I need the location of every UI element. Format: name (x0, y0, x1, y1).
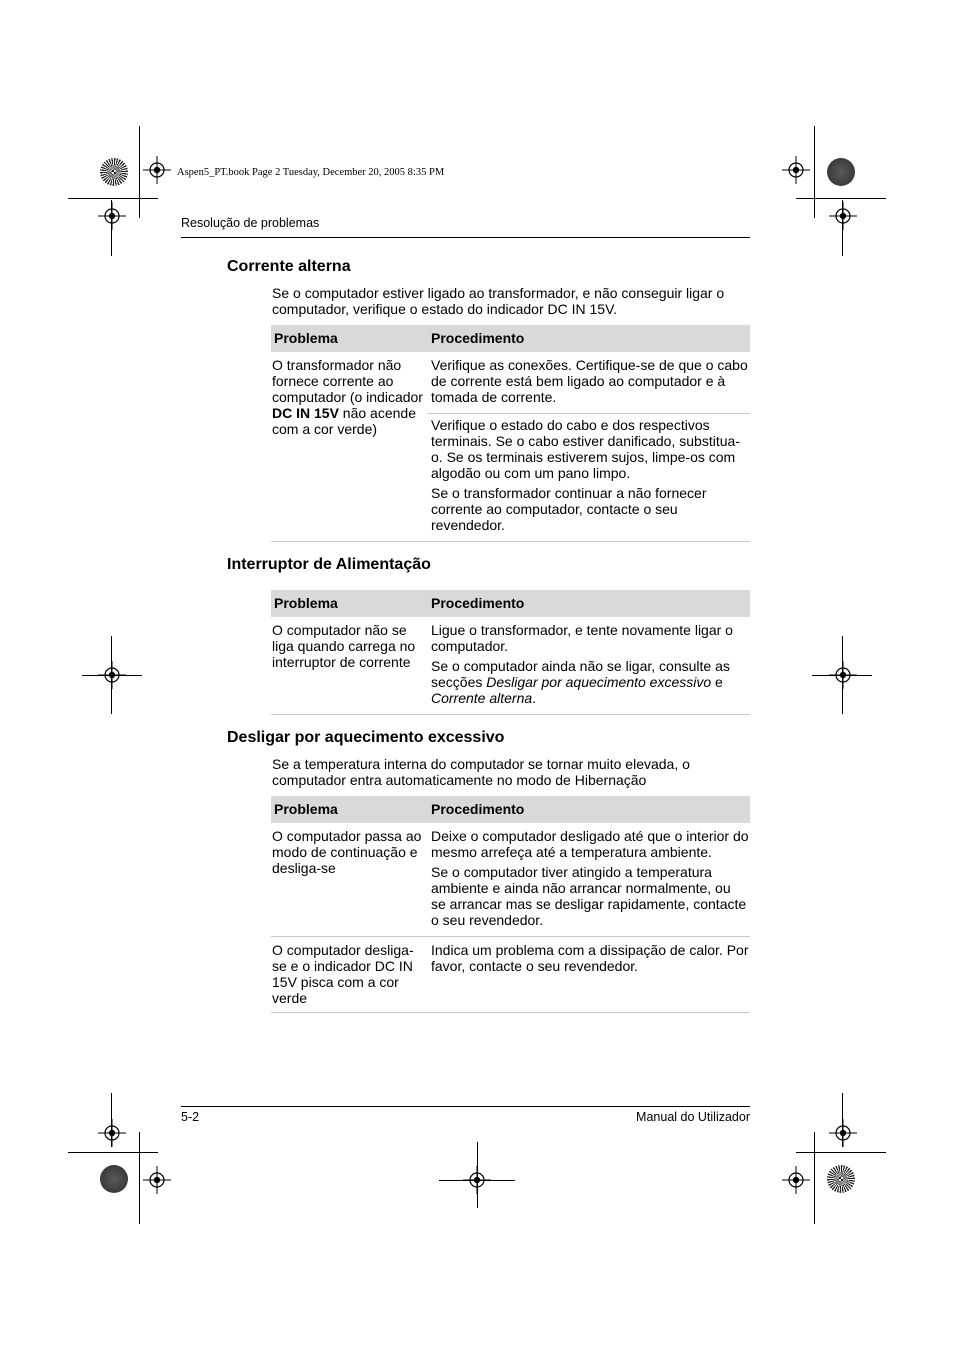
table-row (271, 823, 750, 937)
crop-line (814, 126, 815, 218)
crop-line (842, 636, 843, 714)
crop-line (139, 1132, 140, 1224)
calibration-disc-icon (827, 158, 855, 186)
problem-cell: O computador não se liga quando carrega no interruptor de corrente (271, 617, 427, 715)
page-number: 5-2 (181, 1110, 200, 1124)
section-title: Corrente alterna (227, 258, 351, 275)
procedure-cell (427, 937, 750, 1013)
procedure-text: Se o computador tiver atingido a temperatura ambiente e ainda não arrancar normalmente, ou se arrancar mas se desligar rapidamente, contacte o seu revendedor. (431, 864, 747, 928)
registration-mark-icon (829, 1119, 857, 1147)
section-intro: Se a temperatura interna do computador se tornar muito elevada, o computador entra automaticamente no modo de Hibernação (272, 756, 690, 788)
table-row (271, 352, 750, 414)
problem-cell: O transformador não fornece corrente ao computador (o indicador DC IN 15V não acende com a cor verde) (271, 352, 427, 542)
troubleshooting-table (271, 796, 750, 1013)
procedure-cell (427, 823, 750, 937)
calibration-disc-icon (827, 1165, 855, 1193)
problem-cell: O computador desliga-se e o indicador DC IN 15V pisca com a cor verde (271, 937, 427, 1013)
crop-line (814, 1132, 815, 1224)
table-row (271, 937, 750, 1013)
header-rule (181, 237, 750, 238)
procedure-text: Verifique as conexões. Certifique-se de que o cabo de corrente está bem ligado ao computador e à tomada de corrente. (431, 357, 748, 405)
procedure-cell (427, 414, 750, 542)
running-head: Resolução de problemas (181, 216, 320, 230)
calibration-disc-icon (100, 158, 128, 186)
calibration-disc-icon (100, 1165, 128, 1193)
procedure-cell (427, 617, 750, 715)
table-header-row (271, 325, 750, 352)
procedure-text: Indica um problema com a dissipação de calor. Por favor, contacte o seu revendedor. (431, 942, 749, 974)
crop-line (139, 126, 140, 218)
crop-line (842, 200, 843, 256)
table-header-row (271, 590, 750, 617)
registration-mark-icon (98, 1119, 126, 1147)
column-header-problem: Problema (271, 796, 427, 823)
registration-mark-icon (782, 156, 810, 184)
procedure-text: Verifique o estado do cabo e dos respectivos terminais. Se o cabo estiver danificado, substitua-o. Se os terminais estiverem sujos, limpe-os com algodão ou com um pano limpo. (431, 417, 740, 481)
footer-rule (181, 1106, 750, 1107)
registration-mark-icon (829, 202, 857, 230)
registration-mark-icon (98, 202, 126, 230)
manual-title: Manual do Utilizador (636, 1110, 750, 1124)
indicator-label: DC IN 15V (272, 405, 339, 421)
crop-line (68, 198, 158, 199)
registration-mark-icon (143, 156, 171, 184)
procedure-text: Ligue o transformador, e tente novamente ligar o computador. (431, 622, 733, 654)
crop-line (842, 1093, 843, 1147)
troubleshooting-table (271, 590, 750, 715)
crop-line (68, 1152, 158, 1153)
section-title: Desligar por aquecimento excessivo (227, 729, 505, 746)
registration-mark-icon (143, 1166, 171, 1194)
column-header-procedure: Procedimento (427, 590, 750, 617)
problem-cell: O computador passa ao modo de continuação e desliga-se (271, 823, 427, 937)
section-intro: Se o computador estiver ligado ao transformador, e não conseguir ligar o computador, verifique o estado do indicador DC IN 15V. (272, 285, 725, 317)
column-header-procedure: Procedimento (427, 325, 750, 352)
procedure-text: Se o computador ainda não se ligar, consulte as secções Desligar por aquecimento excessivo e Corrente alterna. (431, 658, 730, 706)
crop-line (111, 1093, 112, 1147)
crop-line (82, 675, 142, 676)
print-info-line: Aspen5_PT.book Page 2 Tuesday, December 20, 2005 8:35 PM (177, 167, 445, 178)
troubleshooting-table (271, 325, 750, 542)
procedure-text: Deixe o computador desligado até que o interior do mesmo arrefeça até a temperatura ambiente. (431, 828, 749, 860)
table-row (271, 617, 750, 715)
procedure-cell (427, 352, 750, 414)
column-header-procedure: Procedimento (427, 796, 750, 823)
cross-reference-link[interactable]: Desligar por aquecimento excessivo (486, 674, 712, 690)
crop-line (796, 1152, 886, 1153)
column-header-problem: Problema (271, 325, 427, 352)
table-header-row (271, 796, 750, 823)
crop-line (796, 198, 886, 199)
crop-line (111, 636, 112, 714)
registration-mark-icon (782, 1166, 810, 1194)
procedure-text: Se o transformador continuar a não fornecer corrente ao computador, contacte o seu revendedor. (431, 485, 707, 533)
column-header-problem: Problema (271, 590, 427, 617)
crop-line (477, 1142, 478, 1208)
crop-line (111, 200, 112, 256)
section-title: Interruptor de Alimentação (227, 556, 431, 573)
cross-reference-link[interactable]: Corrente alterna (431, 690, 533, 706)
